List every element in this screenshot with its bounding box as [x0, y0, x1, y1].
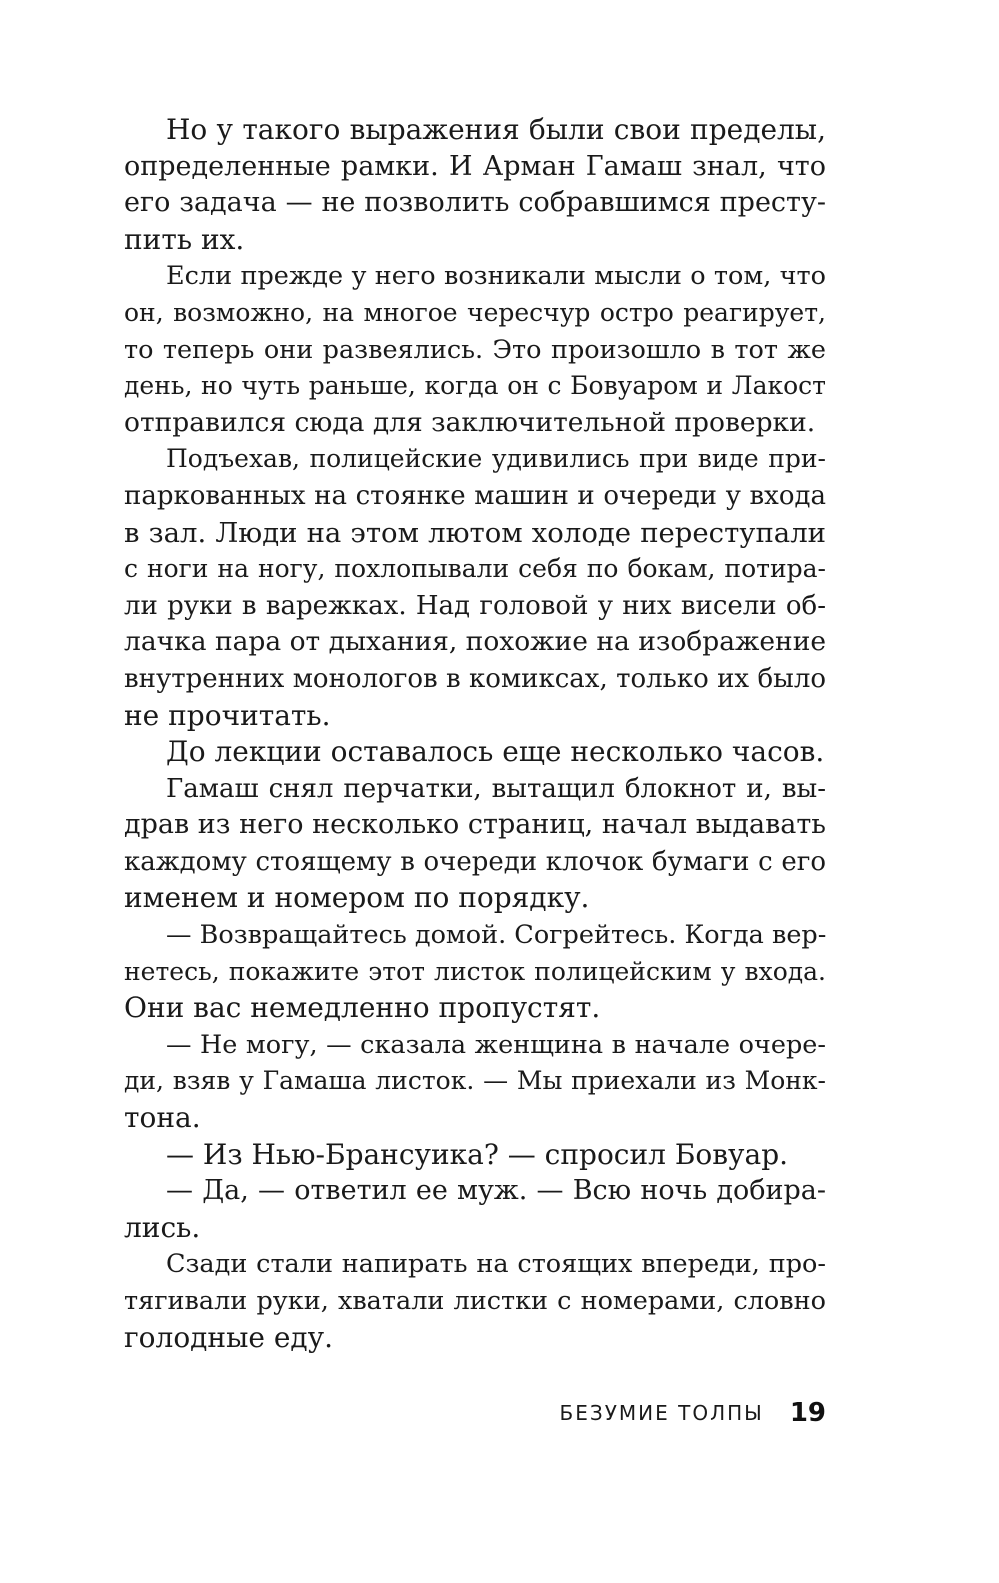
page-footer — [560, 1395, 826, 1431]
paragraph — [124, 258, 826, 441]
text-line: голодные еду. — [124, 1320, 334, 1354]
paragraph — [124, 917, 826, 1027]
paragraph — [124, 1173, 826, 1246]
text-line: лись. — [124, 1210, 201, 1244]
text-line: До лекции оставалось еще несколько часов. — [166, 735, 825, 769]
text-line: определенные рамки. И Арман Гамаш знал, что — [124, 150, 826, 182]
paragraph — [124, 112, 826, 258]
text-line: драв из него несколько страниц, начал выдавать — [124, 809, 826, 841]
text-line: каждому стоящему в очереди клочок бумаги с его — [124, 846, 826, 877]
text-line: — Да, — ответил ее муж. — Всю ночь добира- — [166, 1175, 826, 1207]
text-line: Они вас немедленно пропустят. — [124, 991, 601, 1025]
text-line: Сзади стали напирать на стоящих впереди, про- — [166, 1249, 826, 1280]
text-line: — Не могу, — сказала женщина в начале очере- — [166, 1029, 826, 1060]
text-line: паркованных на стоянке машин и очереди у входа — [124, 480, 826, 511]
page-body — [124, 112, 826, 1356]
text-line: день, но чуть раньше, когда он с Бовуаром и Лакост — [124, 371, 826, 401]
text-line: Подъехав, полицейские удивились при виде при- — [166, 444, 826, 474]
running-title: БЕЗУМИЕ ТОЛПЫ — [559, 1401, 764, 1425]
paragraph — [124, 1246, 826, 1356]
text-line: Но у такого выражения были свои пределы, — [166, 113, 826, 146]
text-line: нетесь, покажите этот листок полицейским у входа. — [124, 956, 826, 986]
text-line: внутренних монологов в комиксах, только их было — [124, 663, 826, 694]
text-line: он, возможно, на многое чересчур остро реагирует, — [124, 297, 826, 327]
text-line: лачка пара от дыхания, похожие на изображение — [124, 626, 827, 658]
text-line: именем и номером по порядку. — [124, 881, 590, 915]
paragraph — [124, 441, 826, 734]
text-line: его задача — не позволить собравшимся престу- — [124, 187, 826, 219]
text-line: с ноги на ногу, похлопывали себя по бокам, потира- — [124, 554, 826, 584]
text-line: то теперь они развеялись. Это произошло в тот же — [124, 334, 826, 365]
text-line: тягивали руки, хватали листки с номерами, словно — [124, 1286, 826, 1316]
paragraph — [124, 734, 826, 771]
text-line: — Из Нью-Брансуика? — спросил Бовуар. — [166, 1137, 789, 1171]
page-number: 19 — [789, 1398, 826, 1428]
text-line: — Возвращайтесь домой. Согрейтесь. Когда вер- — [166, 920, 827, 951]
paragraph — [124, 1027, 826, 1137]
text-line: ди, взяв у Гамаша листок. — Мы приехали из Монк- — [124, 1066, 826, 1096]
text-line: в зал. Люди на этом лютом холоде переступали — [124, 516, 826, 549]
text-line: отправился сюда для заключительной проверки. — [124, 406, 816, 438]
paragraph — [124, 1137, 826, 1174]
text-line: тона. — [124, 1101, 201, 1135]
text-line: Если прежде у него возникали мысли о том, что — [166, 261, 826, 292]
text-line: ли руки в варежках. Над головой у них висели об- — [124, 590, 826, 621]
text-line: пить их. — [124, 222, 245, 256]
text-line: Гамаш снял перчатки, вытащил блокнот и, вы- — [166, 773, 826, 804]
paragraph — [124, 771, 826, 917]
text-line: не прочитать. — [124, 698, 331, 732]
